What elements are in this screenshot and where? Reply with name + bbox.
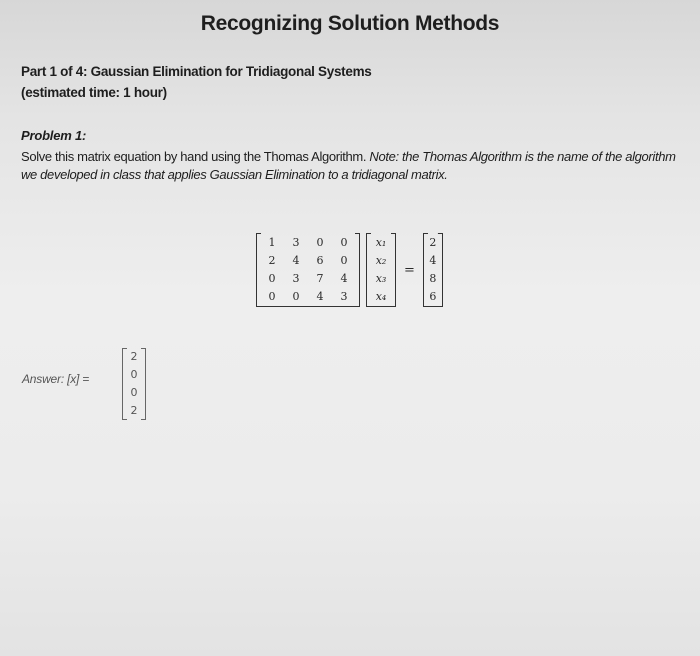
problem-intro: Solve this matrix equation by hand using the Thomas Algorithm. [21,149,370,164]
matrix-cell: 6 [316,254,324,267]
unknown-cell: x₁ [375,236,387,249]
answer-cell: 0 [130,368,138,381]
matrix-cell: 0 [292,290,300,303]
problem-note: Note: the Thomas Algorithm is the name of the algorithm we developed in class that applies Gaussian Elimination to a tridiagonal matrix. [21,149,676,182]
matrix-cell: 1 [268,236,276,249]
unknown-vector [366,233,396,307]
matrix-cell: 4 [340,272,348,285]
unknown-cell: x₄ [375,290,387,303]
problem-heading: Problem 1: [21,128,87,143]
matrix-cell: 0 [268,290,276,303]
matrix-cell: 3 [292,272,300,285]
answer-label: Answer: [x] = [22,372,90,386]
equals-sign: = [404,262,415,278]
rhs-cell: 2 [429,236,437,249]
unknown-cell: x₃ [375,272,387,285]
answer-cell: 0 [130,386,138,399]
problem-text [21,148,693,184]
answer-cell: 2 [130,404,138,417]
matrix-cell: 0 [316,236,324,249]
matrix-cell: 0 [340,236,348,249]
answer-cell: 2 [130,350,138,363]
part-heading: Part 1 of 4: Gaussian Elimination for Tridiagonal Systems [21,64,372,79]
estimated-time: (estimated time: 1 hour) [21,85,167,100]
matrix-cell: 3 [340,290,348,303]
answer-vector [122,348,146,420]
coefficient-matrix [256,233,360,307]
matrix-cell: 7 [316,272,324,285]
matrix-cell: 3 [292,236,300,249]
page-title: Recognizing Solution Methods [200,12,500,35]
matrix-cell: 2 [268,254,276,267]
rhs-cell: 6 [429,290,437,303]
rhs-vector [423,233,443,307]
unknown-cell: x₂ [375,254,387,267]
matrix-cell: 0 [340,254,348,267]
matrix-equation [256,232,443,308]
rhs-cell: 8 [429,272,437,285]
rhs-cell: 4 [429,254,437,267]
matrix-cell: 4 [316,290,324,303]
matrix-cell: 0 [268,272,276,285]
matrix-cell: 4 [292,254,300,267]
